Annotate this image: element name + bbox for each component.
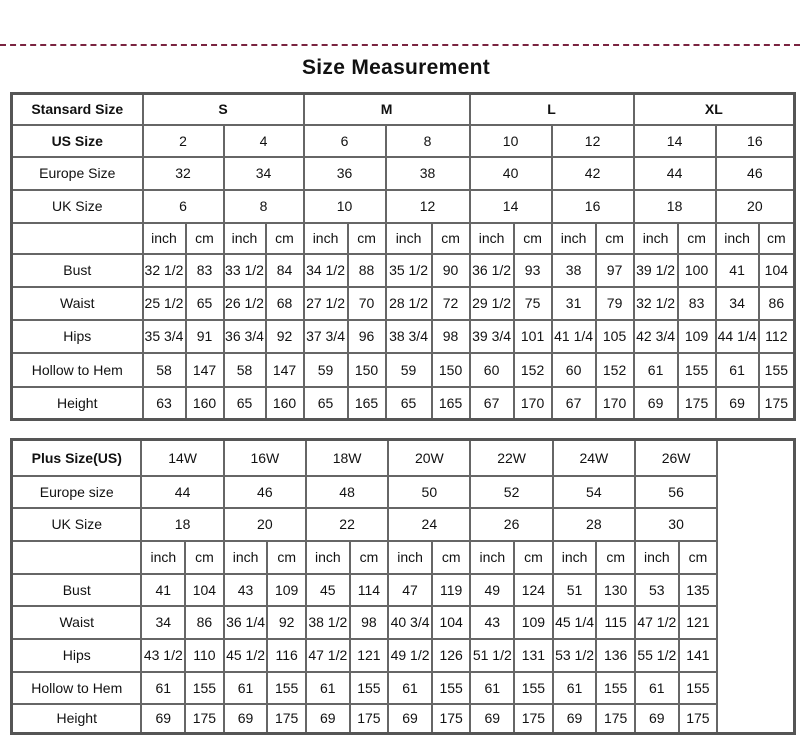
plus-us-size-cell: 20W <box>388 440 470 476</box>
plus-unit-inch-header: inch <box>224 541 268 574</box>
plus-europe-size-label: Europe size <box>12 476 142 508</box>
measurement-value: 100 <box>678 254 716 287</box>
plus-measurement-value: 61 <box>553 672 597 704</box>
uk-size-cell: 16 <box>552 190 634 223</box>
measurement-value: 160 <box>266 387 304 420</box>
measurement-value: 25 1/2 <box>143 287 186 320</box>
measurement-value: 72 <box>432 287 470 320</box>
measurement-value: 160 <box>186 387 224 420</box>
measurement-value: 83 <box>678 287 716 320</box>
plus-measurement-value: 175 <box>267 704 306 734</box>
plus-measurement-label: Height <box>12 704 142 734</box>
measurement-label: Hips <box>12 320 143 353</box>
plus-size-header: Plus Size(US) <box>12 440 142 476</box>
uk-size-cell: 20 <box>716 190 795 223</box>
plus-measurement-row <box>12 672 795 704</box>
measurement-value: 67 <box>552 387 596 420</box>
measurement-value: 60 <box>552 353 596 387</box>
europe-size-cell: 42 <box>552 157 634 190</box>
us-size-row <box>12 125 795 157</box>
measurement-value: 65 <box>386 387 432 420</box>
measurement-value: 58 <box>224 353 266 387</box>
standard-size-header: Stansard Size <box>12 94 143 125</box>
plus-unit-row <box>12 541 795 574</box>
unit-cm-header: cm <box>514 223 552 254</box>
measurement-value: 91 <box>186 320 224 353</box>
plus-measurement-value: 45 <box>306 574 350 606</box>
us-size-cell: 6 <box>304 125 386 157</box>
plus-europe-size-cell: 46 <box>224 476 306 508</box>
measurement-value: 175 <box>759 387 795 420</box>
plus-measurement-value: 61 <box>635 672 679 704</box>
unit-inch-header: inch <box>634 223 678 254</box>
europe-size-cell: 34 <box>224 157 304 190</box>
measurement-value: 58 <box>143 353 186 387</box>
plus-measurement-label: Bust <box>12 574 142 606</box>
plus-empty-column <box>717 440 794 734</box>
measurement-value: 150 <box>348 353 386 387</box>
us-size-label: US Size <box>12 125 143 157</box>
plus-measurement-label: Hips <box>12 639 142 672</box>
measurement-value: 31 <box>552 287 596 320</box>
unit-row-blank <box>12 223 143 254</box>
plus-measurement-row <box>12 704 795 734</box>
plus-us-size-cell: 18W <box>306 440 388 476</box>
plus-measurement-value: 175 <box>432 704 471 734</box>
measurement-value: 155 <box>759 353 795 387</box>
measurement-value: 97 <box>596 254 634 287</box>
uk-size-row <box>12 190 795 223</box>
measurement-value: 90 <box>432 254 470 287</box>
europe-size-label: Europe Size <box>12 157 143 190</box>
measurement-value: 170 <box>514 387 552 420</box>
us-size-cell: 10 <box>470 125 552 157</box>
plus-measurement-value: 155 <box>432 672 471 704</box>
plus-measurement-value: 124 <box>514 574 553 606</box>
measurement-value: 65 <box>186 287 224 320</box>
plus-measurement-value: 69 <box>388 704 432 734</box>
standard-size-table <box>10 92 796 421</box>
plus-us-size-cell: 22W <box>470 440 552 476</box>
measurement-value: 75 <box>514 287 552 320</box>
measurement-value: 155 <box>678 353 716 387</box>
plus-measurement-value: 38 1/2 <box>306 606 350 639</box>
europe-size-cell: 32 <box>143 157 224 190</box>
plus-measurement-value: 136 <box>596 639 635 672</box>
plus-measurement-value: 41 <box>141 574 185 606</box>
plus-us-size-row <box>12 440 795 476</box>
plus-measurement-value: 47 <box>388 574 432 606</box>
plus-measurement-value: 69 <box>141 704 185 734</box>
plus-uk-size-cell: 18 <box>141 508 223 541</box>
plus-measurement-value: 155 <box>185 672 224 704</box>
unit-inch-header: inch <box>304 223 348 254</box>
measurement-value: 68 <box>266 287 304 320</box>
plus-uk-size-cell: 20 <box>224 508 306 541</box>
measurement-value: 60 <box>470 353 514 387</box>
unit-row <box>12 223 795 254</box>
plus-uk-size-label: UK Size <box>12 508 142 541</box>
measurement-value: 84 <box>266 254 304 287</box>
measurement-value: 59 <box>386 353 432 387</box>
plus-measurement-value: 69 <box>470 704 514 734</box>
europe-size-cell: 40 <box>470 157 552 190</box>
us-size-cell: 4 <box>224 125 304 157</box>
uk-size-cell: 8 <box>224 190 304 223</box>
us-size-cell: 14 <box>634 125 716 157</box>
plus-measurement-value: 61 <box>306 672 350 704</box>
measurement-value: 147 <box>186 353 224 387</box>
measurement-value: 98 <box>432 320 470 353</box>
us-size-cell: 16 <box>716 125 795 157</box>
uk-size-cell: 18 <box>634 190 716 223</box>
plus-measurement-value: 40 3/4 <box>388 606 432 639</box>
plus-unit-cm-header: cm <box>432 541 471 574</box>
plus-unit-cm-header: cm <box>596 541 635 574</box>
plus-measurement-row <box>12 606 795 639</box>
plus-unit-inch-header: inch <box>306 541 350 574</box>
uk-size-cell: 10 <box>304 190 386 223</box>
plus-measurement-value: 47 1/2 <box>635 606 679 639</box>
measurement-value: 59 <box>304 353 348 387</box>
plus-measurement-value: 104 <box>185 574 224 606</box>
measurement-value: 38 3/4 <box>386 320 432 353</box>
plus-measurement-value: 61 <box>388 672 432 704</box>
plus-measurement-value: 61 <box>470 672 514 704</box>
plus-measurement-value: 126 <box>432 639 471 672</box>
plus-measurement-value: 155 <box>350 672 389 704</box>
uk-size-cell: 12 <box>386 190 470 223</box>
measurement-value: 69 <box>634 387 678 420</box>
measurement-value: 29 1/2 <box>470 287 514 320</box>
plus-uk-size-row <box>12 508 795 541</box>
measurement-value: 65 <box>224 387 266 420</box>
page-title: Size Measurement <box>301 56 491 79</box>
measurement-value: 26 1/2 <box>224 287 266 320</box>
plus-measurement-value: 135 <box>679 574 718 606</box>
measurement-value: 93 <box>514 254 552 287</box>
plus-uk-size-cell: 30 <box>635 508 717 541</box>
plus-measurement-value: 119 <box>432 574 471 606</box>
measurement-value: 27 1/2 <box>304 287 348 320</box>
measurement-value: 101 <box>514 320 552 353</box>
plus-measurement-value: 92 <box>267 606 306 639</box>
plus-unit-cm-header: cm <box>185 541 224 574</box>
plus-europe-size-cell: 54 <box>553 476 635 508</box>
size-group-row <box>12 94 795 125</box>
unit-inch-header: inch <box>143 223 186 254</box>
measurement-value: 41 <box>716 254 759 287</box>
plus-measurement-value: 116 <box>267 639 306 672</box>
uk-size-label: UK Size <box>12 190 143 223</box>
measurement-value: 38 <box>552 254 596 287</box>
plus-uk-size-cell: 26 <box>470 508 552 541</box>
plus-unit-inch-header: inch <box>635 541 679 574</box>
measurement-row <box>12 254 795 287</box>
measurement-value: 32 1/2 <box>634 287 678 320</box>
unit-cm-header: cm <box>186 223 224 254</box>
measurement-value: 165 <box>348 387 386 420</box>
plus-measurement-value: 45 1/2 <box>224 639 268 672</box>
unit-inch-header: inch <box>386 223 432 254</box>
plus-unit-inch-header: inch <box>141 541 185 574</box>
measurement-value: 37 3/4 <box>304 320 348 353</box>
europe-size-row <box>12 157 795 190</box>
plus-unit-row-blank <box>12 541 142 574</box>
measurement-value: 34 <box>716 287 759 320</box>
unit-inch-header: inch <box>716 223 759 254</box>
plus-measurement-value: 55 1/2 <box>635 639 679 672</box>
plus-us-size-cell: 16W <box>224 440 306 476</box>
measurement-value: 152 <box>596 353 634 387</box>
unit-cm-header: cm <box>596 223 634 254</box>
measurement-value: 61 <box>634 353 678 387</box>
us-size-cell: 12 <box>552 125 634 157</box>
plus-measurement-value: 109 <box>514 606 553 639</box>
plus-measurement-value: 175 <box>350 704 389 734</box>
measurement-label: Height <box>12 387 143 420</box>
plus-measurement-value: 45 1/4 <box>553 606 597 639</box>
plus-measurement-value: 43 <box>470 606 514 639</box>
measurement-value: 165 <box>432 387 470 420</box>
measurement-value: 86 <box>759 287 795 320</box>
plus-measurement-value: 155 <box>596 672 635 704</box>
plus-measurement-value: 141 <box>679 639 718 672</box>
measurement-value: 35 3/4 <box>143 320 186 353</box>
plus-measurement-value: 109 <box>267 574 306 606</box>
plus-measurement-value: 175 <box>596 704 635 734</box>
plus-unit-inch-header: inch <box>470 541 514 574</box>
unit-cm-header: cm <box>759 223 795 254</box>
measurement-value: 109 <box>678 320 716 353</box>
size-group-l: L <box>470 94 634 125</box>
plus-measurement-value: 114 <box>350 574 389 606</box>
plus-measurement-value: 115 <box>596 606 635 639</box>
plus-measurement-value: 86 <box>185 606 224 639</box>
size-group-xl: XL <box>634 94 795 125</box>
measurement-value: 61 <box>716 353 759 387</box>
measurement-value: 44 1/4 <box>716 320 759 353</box>
europe-size-cell: 38 <box>386 157 470 190</box>
measurement-value: 41 1/4 <box>552 320 596 353</box>
uk-size-cell: 6 <box>143 190 224 223</box>
measurement-row <box>12 320 795 353</box>
plus-unit-cm-header: cm <box>350 541 389 574</box>
top-dashed-divider <box>0 44 800 46</box>
plus-uk-size-cell: 22 <box>306 508 388 541</box>
measurement-value: 69 <box>716 387 759 420</box>
plus-europe-size-cell: 50 <box>388 476 470 508</box>
plus-measurement-value: 51 1/2 <box>470 639 514 672</box>
plus-measurement-value: 43 1/2 <box>141 639 185 672</box>
plus-measurement-value: 155 <box>514 672 553 704</box>
plus-size-table <box>10 438 796 735</box>
plus-us-size-cell: 24W <box>553 440 635 476</box>
plus-measurement-value: 98 <box>350 606 389 639</box>
plus-measurement-value: 131 <box>514 639 553 672</box>
plus-measurement-value: 121 <box>679 606 718 639</box>
measurement-value: 42 3/4 <box>634 320 678 353</box>
measurement-value: 67 <box>470 387 514 420</box>
plus-measurement-value: 175 <box>679 704 718 734</box>
plus-measurement-value: 69 <box>224 704 268 734</box>
measurement-value: 112 <box>759 320 795 353</box>
size-group-m: M <box>304 94 470 125</box>
plus-measurement-value: 155 <box>267 672 306 704</box>
measurement-value: 96 <box>348 320 386 353</box>
measurement-value: 83 <box>186 254 224 287</box>
plus-measurement-row <box>12 639 795 672</box>
us-size-cell: 8 <box>386 125 470 157</box>
plus-europe-size-cell: 48 <box>306 476 388 508</box>
measurement-value: 105 <box>596 320 634 353</box>
plus-measurement-value: 110 <box>185 639 224 672</box>
measurement-value: 65 <box>304 387 348 420</box>
us-size-cell: 2 <box>143 125 224 157</box>
plus-measurement-value: 51 <box>553 574 597 606</box>
measurement-row <box>12 287 795 320</box>
measurement-value: 28 1/2 <box>386 287 432 320</box>
plus-measurement-value: 61 <box>224 672 268 704</box>
plus-unit-cm-header: cm <box>514 541 553 574</box>
plus-measurement-value: 43 <box>224 574 268 606</box>
plus-measurement-label: Waist <box>12 606 142 639</box>
unit-cm-header: cm <box>678 223 716 254</box>
plus-measurement-row <box>12 574 795 606</box>
plus-measurement-value: 69 <box>306 704 350 734</box>
measurement-value: 79 <box>596 287 634 320</box>
plus-measurement-value: 121 <box>350 639 389 672</box>
measurement-value: 63 <box>143 387 186 420</box>
plus-measurement-value: 53 <box>635 574 679 606</box>
plus-measurement-value: 155 <box>679 672 718 704</box>
measurement-value: 104 <box>759 254 795 287</box>
measurement-value: 152 <box>514 353 552 387</box>
plus-measurement-value: 36 1/4 <box>224 606 268 639</box>
measurement-value: 39 1/2 <box>634 254 678 287</box>
measurement-value: 92 <box>266 320 304 353</box>
plus-europe-size-cell: 44 <box>141 476 223 508</box>
plus-europe-size-row <box>12 476 795 508</box>
plus-measurement-value: 104 <box>432 606 471 639</box>
plus-measurement-value: 130 <box>596 574 635 606</box>
measurement-value: 150 <box>432 353 470 387</box>
plus-unit-inch-header: inch <box>388 541 432 574</box>
measurement-label: Hollow to Hem <box>12 353 143 387</box>
measurement-value: 32 1/2 <box>143 254 186 287</box>
europe-size-cell: 46 <box>716 157 795 190</box>
measurement-value: 170 <box>596 387 634 420</box>
measurement-value: 34 1/2 <box>304 254 348 287</box>
size-group-s: S <box>143 94 304 125</box>
plus-europe-size-cell: 56 <box>635 476 717 508</box>
unit-inch-header: inch <box>552 223 596 254</box>
plus-measurement-value: 175 <box>185 704 224 734</box>
measurement-value: 36 1/2 <box>470 254 514 287</box>
plus-measurement-value: 53 1/2 <box>553 639 597 672</box>
plus-measurement-value: 47 1/2 <box>306 639 350 672</box>
measurement-value: 70 <box>348 287 386 320</box>
unit-inch-header: inch <box>224 223 266 254</box>
measurement-label: Waist <box>12 287 143 320</box>
plus-europe-size-cell: 52 <box>470 476 552 508</box>
plus-measurement-value: 69 <box>635 704 679 734</box>
plus-uk-size-cell: 28 <box>553 508 635 541</box>
plus-measurement-value: 49 1/2 <box>388 639 432 672</box>
measurement-value: 36 3/4 <box>224 320 266 353</box>
uk-size-cell: 14 <box>470 190 552 223</box>
plus-uk-size-cell: 24 <box>388 508 470 541</box>
plus-unit-cm-header: cm <box>267 541 306 574</box>
europe-size-cell: 36 <box>304 157 386 190</box>
europe-size-cell: 44 <box>634 157 716 190</box>
measurement-row <box>12 387 795 420</box>
unit-cm-header: cm <box>432 223 470 254</box>
measurement-value: 88 <box>348 254 386 287</box>
measurement-value: 175 <box>678 387 716 420</box>
measurement-value: 147 <box>266 353 304 387</box>
plus-unit-cm-header: cm <box>679 541 718 574</box>
plus-measurement-value: 69 <box>553 704 597 734</box>
measurement-label: Bust <box>12 254 143 287</box>
plus-measurement-value: 175 <box>514 704 553 734</box>
measurement-value: 35 1/2 <box>386 254 432 287</box>
plus-unit-inch-header: inch <box>553 541 597 574</box>
plus-measurement-value: 49 <box>470 574 514 606</box>
plus-measurement-value: 34 <box>141 606 185 639</box>
measurement-value: 39 3/4 <box>470 320 514 353</box>
unit-inch-header: inch <box>470 223 514 254</box>
measurement-row <box>12 353 795 387</box>
plus-measurement-value: 61 <box>141 672 185 704</box>
plus-measurement-label: Hollow to Hem <box>12 672 142 704</box>
unit-cm-header: cm <box>348 223 386 254</box>
plus-us-size-cell: 14W <box>141 440 223 476</box>
measurement-value: 33 1/2 <box>224 254 266 287</box>
plus-us-size-cell: 26W <box>635 440 717 476</box>
unit-cm-header: cm <box>266 223 304 254</box>
